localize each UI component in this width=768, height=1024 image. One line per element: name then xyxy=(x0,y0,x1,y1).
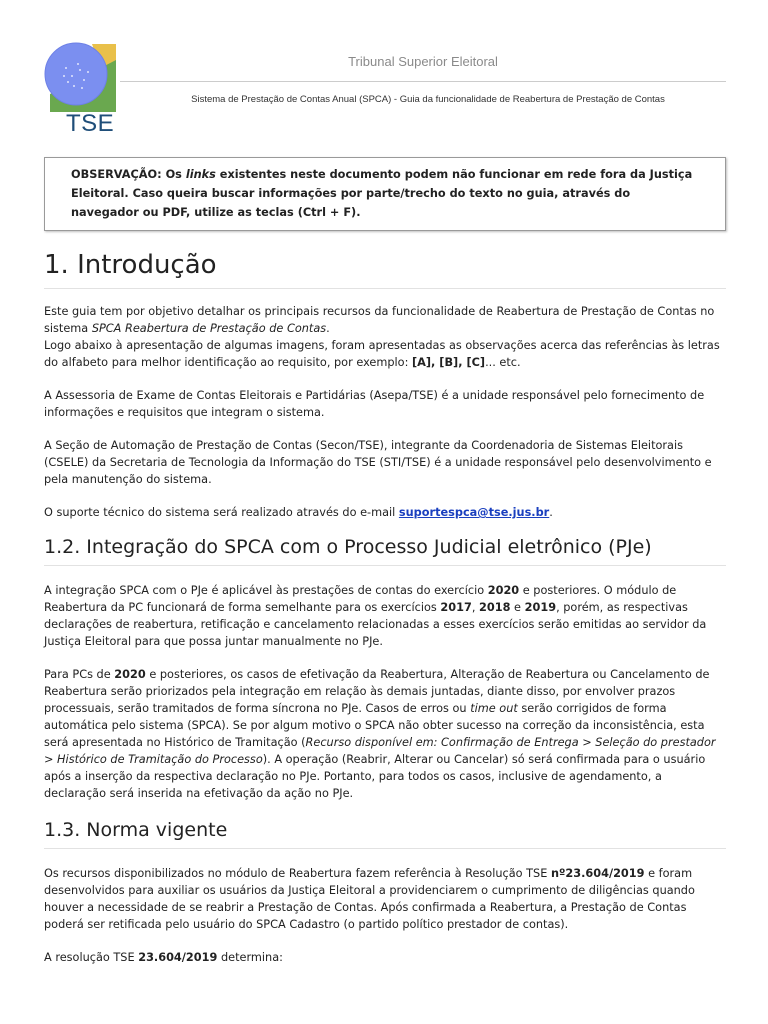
letter-references: [A], [B], [C] xyxy=(411,356,486,369)
year-bold: 2020 xyxy=(114,668,146,681)
logo-text: TSE xyxy=(66,110,115,137)
observation-label: OBSERVAÇÃO: xyxy=(71,168,162,181)
norm-paragraph-2 xyxy=(44,949,726,966)
time-out-term: time out xyxy=(470,702,518,715)
text-span: e posteriores, os casos de efetivação da Reabertura, Alteração de Reabertura ou Cancelamento de Reabertura serão priorizados pela integração em relação às demais juntadas, diante disso, por envolver prazos processuais, serão tramitados de forma síncrona no PJe. Casos de erros ou xyxy=(44,668,710,715)
text-span: A resolução TSE xyxy=(44,951,139,964)
text-span: , xyxy=(471,601,480,614)
year-bold: 2017 xyxy=(440,601,472,614)
resource-path: Recurso disponível em: Confirmação de Entrega > Seleção do prestador > Histórico de Tramitação do Processo xyxy=(44,736,716,766)
text-span: O suporte técnico do sistema será realizado através do e-mail xyxy=(44,506,399,519)
text-span: A integração SPCA com o PJe é aplicável às prestações de contas do exercício xyxy=(44,584,488,597)
organization-title: Tribunal Superior Eleitoral xyxy=(348,54,498,69)
header-divider xyxy=(120,81,726,82)
observation-links-word: links xyxy=(185,168,216,181)
text-span: Este guia tem por objetivo detalhar os principais recursos da funcionalidade de Reabertura de Prestação de Contas no sistema xyxy=(44,305,715,335)
text-span: . xyxy=(549,506,553,519)
intro-paragraph-1 xyxy=(44,303,726,371)
document-header xyxy=(0,0,768,140)
document-content xyxy=(44,246,726,966)
intro-paragraph-4 xyxy=(44,504,726,521)
text-span: . xyxy=(326,322,330,335)
year-bold: 2019 xyxy=(524,601,557,614)
text-span: ). A operação (Reabrir, Alterar ou Cancelar) só será confirmada para o usuário após a inserção da respectiva declaração no PJe. Portanto, para todos os casos, inclusive de agendamento, a declaração será inserida na efetivação da ação no PJe. xyxy=(44,753,706,800)
document-subtitle: Sistema de Prestação de Contas Anual (SPCA) - Guia da funcionalidade de Reabertura de Prestação de Contas xyxy=(191,94,665,105)
text-span: Os recursos disponibilizados no módulo de Reabertura fazem referência à Resolução TSE xyxy=(44,867,551,880)
text-span: Logo abaixo à apresentação de algumas imagens, foram apresentadas as observações acerca das referências às letras do alfabeto para melhor identificação ao requisito, por exemplo: xyxy=(44,339,720,369)
resolution-number: 23.604/2019 xyxy=(138,951,218,964)
year-bold: 2018 xyxy=(479,601,511,614)
text-span: ... etc. xyxy=(485,356,521,369)
text-span: e xyxy=(510,601,525,614)
integration-paragraph-2 xyxy=(44,666,726,802)
text-span: Para PCs de xyxy=(44,668,115,681)
intro-paragraph-3: A Seção de Automação de Prestação de Contas (Secon/TSE), integrante da Coordenadoria de Sistemas Eleitorais (CSELE) da Secretaria de Tecnologia da Informação do TSE (STI/TSE) é a unidade responsável pelo desenvolvimento e pela manutenção do sistema. xyxy=(44,439,712,486)
observation-text: Os xyxy=(161,168,186,181)
intro-paragraph-2: A Assessoria de Exame de Contas Eleitorais e Partidárias (Asepa/TSE) é a unidade responsável pelo fornecimento de informações e requisitos que integram o sistema. xyxy=(44,389,705,419)
year-bold: 2020 xyxy=(487,584,520,597)
text-span: serão corrigidos de forma automática pelo sistema (SPCA). Se por algum motivo o SPCA não obter sucesso na correção da inconsistência, esta será apresentada no Histórico de Tramitação ( xyxy=(44,702,705,749)
text-span: determina: xyxy=(217,951,283,964)
text-span: e foram desenvolvidos para auxiliar os usuários da Justiça Eleitoral a providenciarem o cumprimento de diligências quando houver a necessidade de se reabrir a Prestação de Contas. Após confirmada a Reabertura, a Prestação de Contas poderá ser retificada pelo usuário do SPCA Cadastro (o partido político prestador de contas). xyxy=(44,867,695,931)
section-1-2-heading: 1.2. Integração do SPCA com o Processo Judicial eletrônico (PJe) xyxy=(44,533,726,566)
resolution-number: nº23.604/2019 xyxy=(550,867,645,880)
text-span: e posteriores. O módulo de Reabertura da PC funcionará de forma semelhante para os exercícios xyxy=(44,584,677,614)
observation-text-rest: existentes neste documento podem não funcionar em rede fora da Justiça Eleitoral. Caso queira buscar informações por parte/trecho do texto no guia, através do navegador ou PDF, utilize as teclas (Ctrl + F). xyxy=(71,168,693,219)
support-email-link[interactable]: suportespca@tse.jus.br xyxy=(398,506,550,519)
observation-box xyxy=(44,157,726,231)
text-span: , porém, as respectivas declarações de reabertura, retificação e cancelamento relacionadas a esses exercícios serão emitidas ao servidor da Justiça Eleitoral para que possa juntar manualmente no PJe. xyxy=(44,601,707,648)
system-name: SPCA Reabertura de Prestação de Contas xyxy=(91,322,327,335)
section-1-heading: 1. Introdução xyxy=(44,246,726,289)
norm-paragraph-1 xyxy=(44,865,726,933)
section-1-3-heading: 1.3. Norma vigente xyxy=(44,816,726,849)
integration-paragraph-1 xyxy=(44,582,726,650)
